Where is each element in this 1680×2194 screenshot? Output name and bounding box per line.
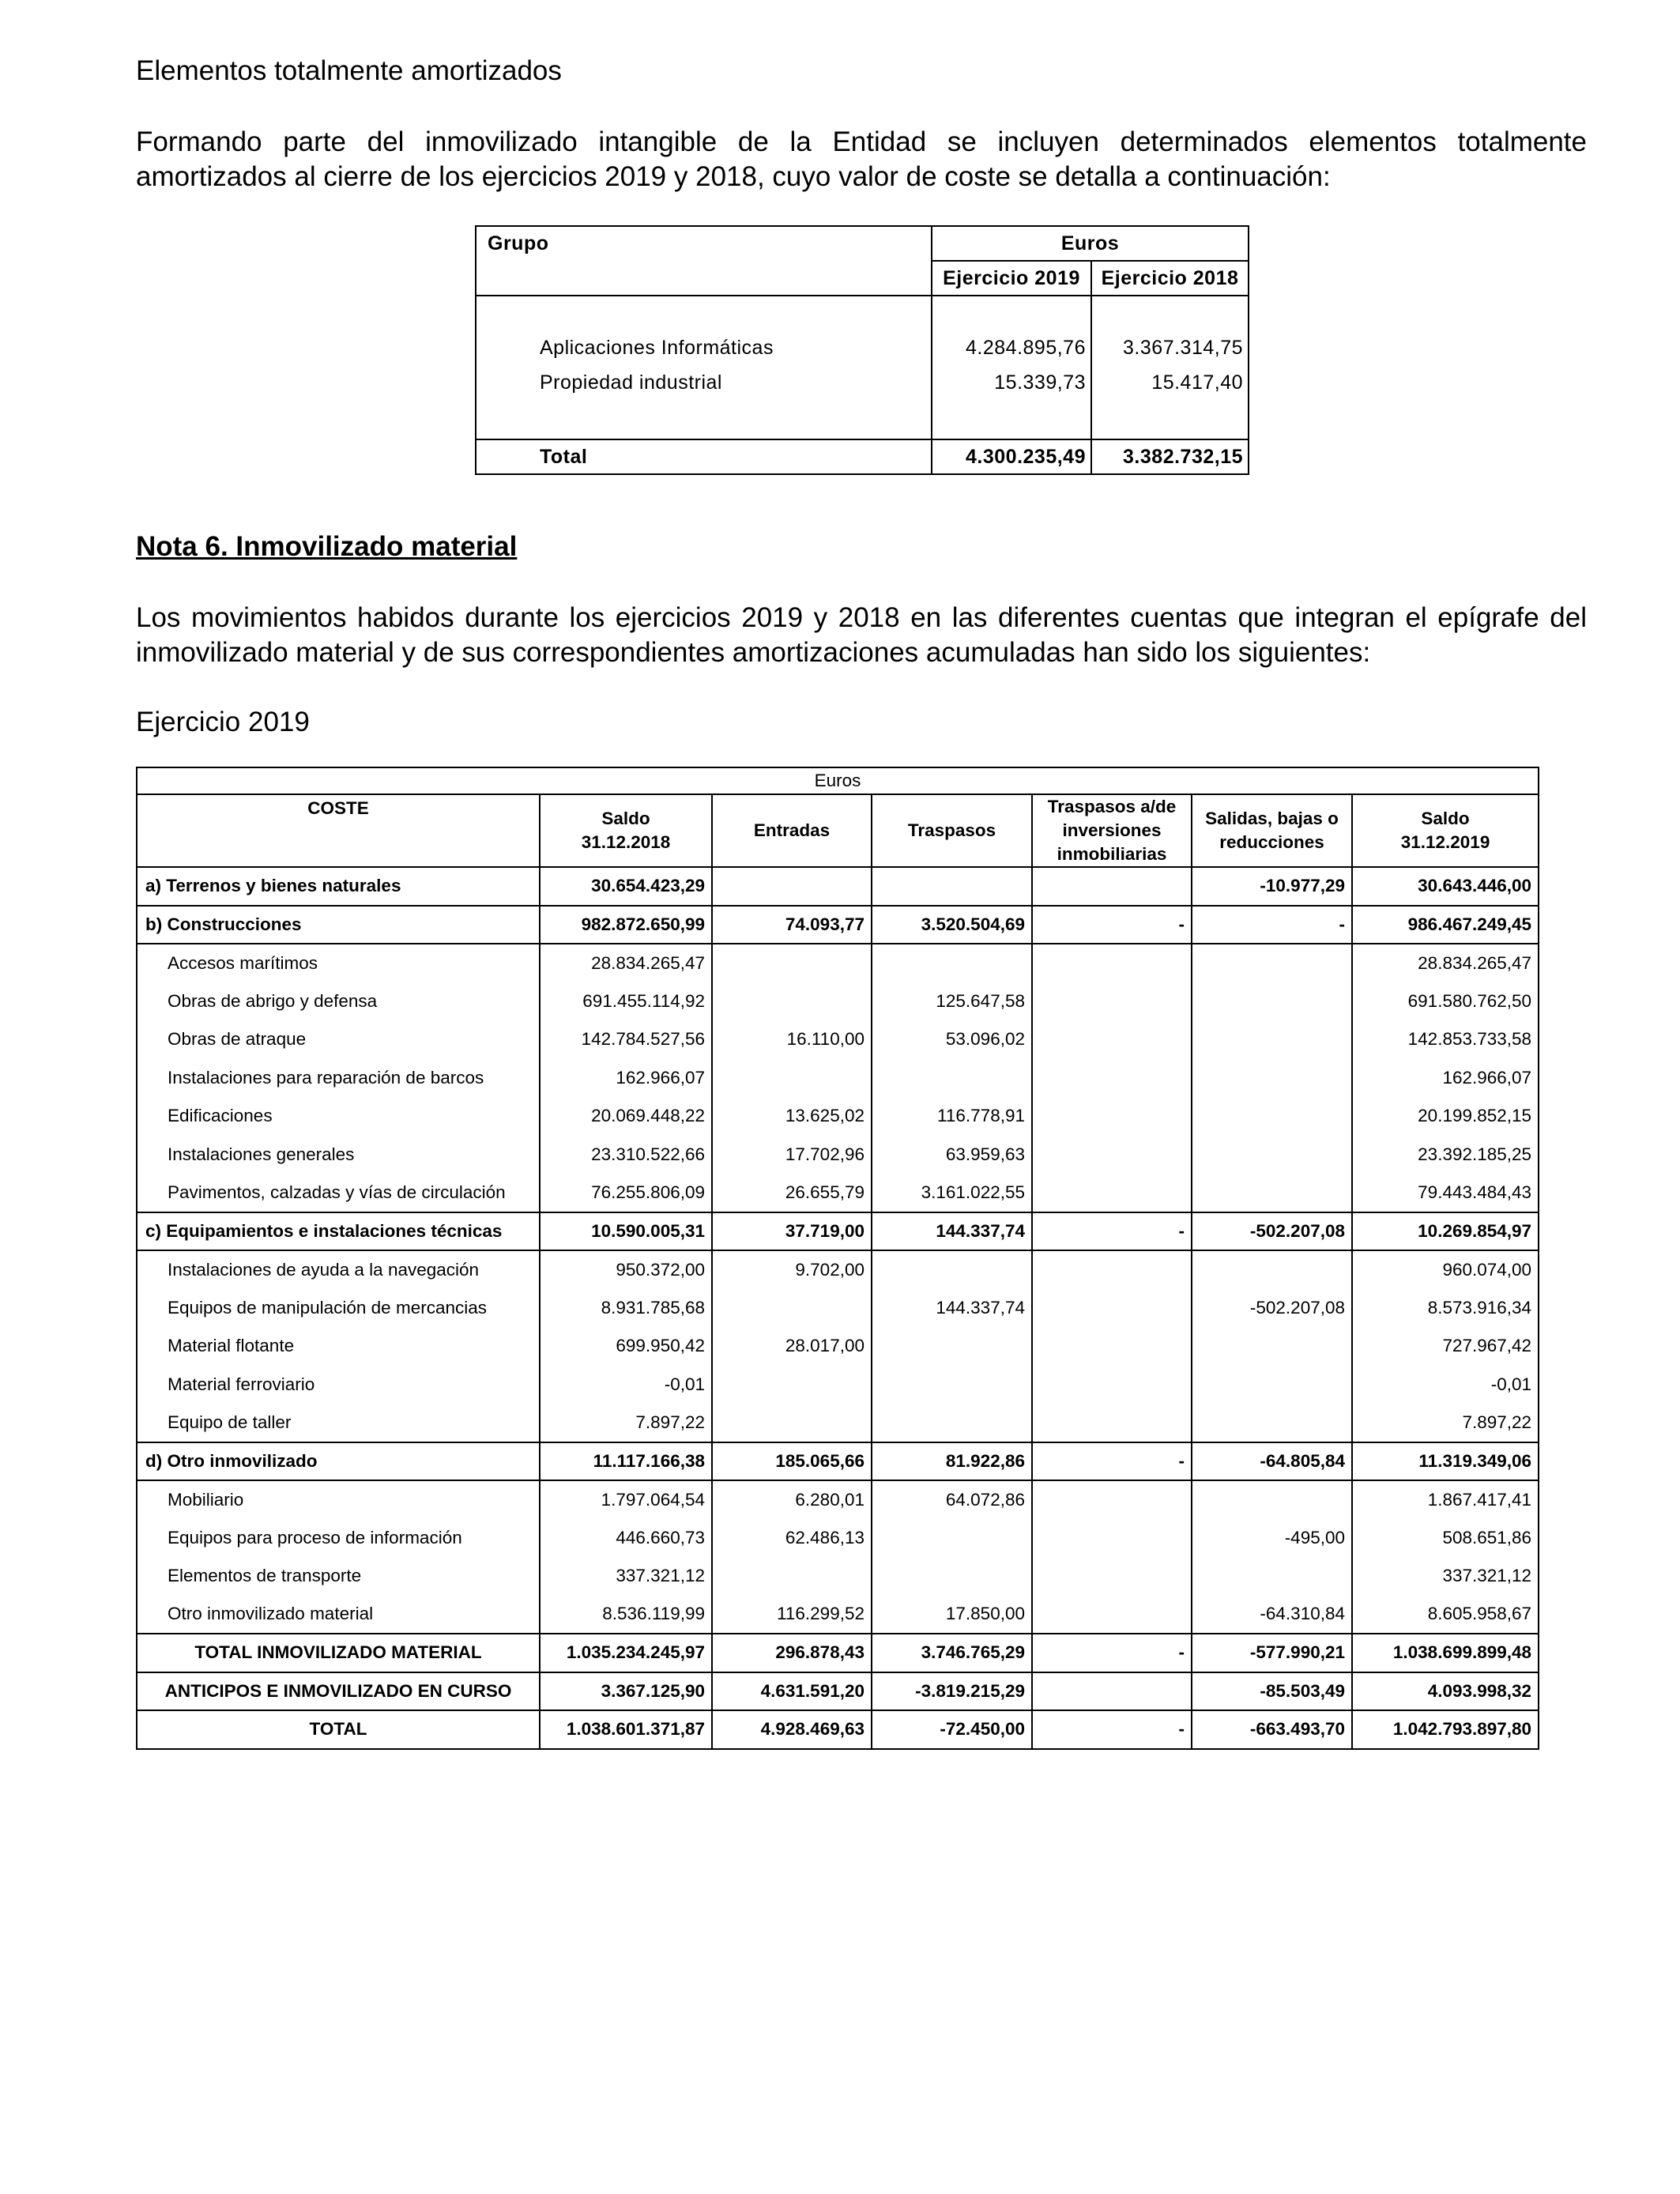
cell-c2 (712, 1404, 872, 1442)
cell-c5: - (1192, 906, 1352, 944)
cell-c1: 142.784.527,56 (540, 1020, 712, 1059)
euros-header: Euros (137, 767, 1539, 794)
cell-c3 (872, 1366, 1032, 1404)
cell-c5 (1192, 1327, 1352, 1366)
cell-c2 (712, 1557, 872, 1596)
cell-c6: 508.651,86 (1352, 1519, 1539, 1558)
header-saldo-2018: Saldo 31.12.2018 (540, 794, 712, 867)
cell-c1: 337.321,12 (540, 1557, 712, 1596)
row-label: Material ferroviario (137, 1366, 540, 1404)
header-saldo-2019: Saldo 31.12.2019 (1352, 794, 1539, 867)
cell-c3 (872, 1059, 1032, 1098)
cell-c1: 8.536.119,99 (540, 1596, 712, 1634)
cell-c3: 3.746.765,29 (872, 1634, 1032, 1672)
cell-c3: 125.647,58 (872, 982, 1032, 1021)
group-row (137, 1672, 1539, 1711)
table-row (137, 1097, 1539, 1136)
cell-c5 (1192, 1020, 1352, 1059)
cell-c4 (1032, 1596, 1192, 1634)
row-label: Instalaciones para reparación de barcos (137, 1059, 540, 1098)
cell-c3 (872, 1557, 1032, 1596)
cell-c1: 1.035.234.245,97 (540, 1634, 712, 1672)
total-row: Total 4.300.235,49 3.382.732,15 (476, 439, 1249, 474)
row-label: Elementos de transporte (137, 1557, 540, 1596)
header-salidas: Salidas, bajas o reducciones (1192, 794, 1352, 867)
nota6-paragraph-line1: Los movimientos habidos durante los ejercicios 2019 y 2018 en las diferentes cuentas que integran el epígrafe del (136, 602, 1587, 633)
cell-c3: 144.337,74 (872, 1289, 1032, 1328)
cell-c2: 28.017,00 (712, 1327, 872, 1366)
header-grupo: Grupo (476, 226, 932, 296)
cell-c4 (1032, 1557, 1192, 1596)
cell-c1: 1.038.601.371,87 (540, 1710, 712, 1749)
cell-c5: -85.503,49 (1192, 1672, 1352, 1711)
intro-paragraph-line1: Formando parte del inmovilizado intangible de la Entidad se incluyen determinados elementos totalmente (136, 126, 1587, 157)
cell-c3 (872, 867, 1032, 906)
cell-c6: 8.573.916,34 (1352, 1289, 1539, 1328)
cell-c2: 17.702,96 (712, 1136, 872, 1174)
cell-c5: -663.493,70 (1192, 1710, 1352, 1749)
nota6-heading: Nota 6. Inmovilizado material (136, 531, 518, 562)
cell-c4: - (1032, 1634, 1192, 1672)
cell-c5 (1192, 1404, 1352, 1442)
cell-c2 (712, 982, 872, 1021)
table-row (137, 1020, 1539, 1059)
cell-c4 (1032, 944, 1192, 982)
cell-c2: 37.719,00 (712, 1212, 872, 1251)
cell-c5: -64.805,84 (1192, 1442, 1352, 1481)
row-label: Pavimentos, calzadas y vías de circulación (137, 1174, 540, 1212)
cell-c2: 74.093,77 (712, 906, 872, 944)
cell-c6: 30.643.446,00 (1352, 867, 1539, 906)
row-label: Obras de atraque (137, 1020, 540, 1059)
cell-c6: 8.605.958,67 (1352, 1596, 1539, 1634)
cell-c1: 7.897,22 (540, 1404, 712, 1442)
cell-c4 (1032, 1097, 1192, 1136)
cell-c6: -0,01 (1352, 1366, 1539, 1404)
cell-c2: 16.110,00 (712, 1020, 872, 1059)
cell-c6: 1.867.417,41 (1352, 1480, 1539, 1519)
row-label: c) Equipamientos e instalaciones técnicas (137, 1212, 540, 1251)
cell-c6: 23.392.185,25 (1352, 1136, 1539, 1174)
cell-c6: 10.269.854,97 (1352, 1212, 1539, 1251)
cell-c5: -495,00 (1192, 1519, 1352, 1558)
fixed-assets-movements-table (136, 767, 1539, 1750)
cell-c5 (1192, 1557, 1352, 1596)
cell-c5 (1192, 982, 1352, 1021)
cell-c1: 20.069.448,22 (540, 1097, 712, 1136)
cell-c3 (872, 1404, 1032, 1442)
group-row (137, 906, 1539, 944)
group-row (137, 867, 1539, 906)
cell-c1: 691.455.114,92 (540, 982, 712, 1021)
cell-c6: 960.074,00 (1352, 1250, 1539, 1289)
cell-c4: - (1032, 1710, 1192, 1749)
cell-c4 (1032, 1366, 1192, 1404)
cell-c3: 81.922,86 (872, 1442, 1032, 1481)
table-row (137, 1327, 1539, 1366)
table-row (137, 1480, 1539, 1519)
cell-c5 (1192, 1174, 1352, 1212)
row-label: Equipos de manipulación de mercancias (137, 1289, 540, 1328)
cell-c4 (1032, 1327, 1192, 1366)
cell-c4 (1032, 1059, 1192, 1098)
header-2019: Ejercicio 2019 (932, 261, 1091, 296)
row-label: Edificaciones (137, 1097, 540, 1136)
cell-c1: 699.950,42 (540, 1327, 712, 1366)
cell-c1: 10.590.005,31 (540, 1212, 712, 1251)
cell-c6: 142.853.733,58 (1352, 1020, 1539, 1059)
cell-c5: -10.977,29 (1192, 867, 1352, 906)
table-row (137, 1404, 1539, 1442)
table-row (137, 1136, 1539, 1174)
row-label: Instalaciones de ayuda a la navegación (137, 1250, 540, 1289)
table-row (137, 1519, 1539, 1558)
cell-c4: - (1032, 1212, 1192, 1251)
cell-c4 (1032, 1250, 1192, 1289)
cell-c3: 17.850,00 (872, 1596, 1032, 1634)
row-label: a) Terrenos y bienes naturales (137, 867, 540, 906)
table-row (137, 1557, 1539, 1596)
cell-c2: 9.702,00 (712, 1250, 872, 1289)
table-row: Propiedad industrial 15.339,73 15.417,40 (476, 365, 1249, 400)
cell-c2 (712, 867, 872, 906)
header-euros: Euros (932, 226, 1249, 261)
cell-c5 (1192, 1136, 1352, 1174)
cell-c1: 162.966,07 (540, 1059, 712, 1098)
cell-c2: 13.625,02 (712, 1097, 872, 1136)
row-label: ANTICIPOS E INMOVILIZADO EN CURSO (137, 1672, 540, 1711)
cell-c4 (1032, 1289, 1192, 1328)
cell-c3 (872, 1327, 1032, 1366)
row-label: b) Construcciones (137, 906, 540, 944)
cell-c2: 26.655,79 (712, 1174, 872, 1212)
table-row (137, 1596, 1539, 1634)
cell-c1: 76.255.806,09 (540, 1174, 712, 1212)
row-label: Instalaciones generales (137, 1136, 540, 1174)
cell-c4 (1032, 867, 1192, 906)
cell-c4 (1032, 1174, 1192, 1212)
cell-c3 (872, 1519, 1032, 1558)
amortized-elements-table (475, 225, 1249, 475)
cell-c2 (712, 1366, 872, 1404)
table-row (137, 982, 1539, 1021)
cell-c4 (1032, 1519, 1192, 1558)
cell-c4: - (1032, 1442, 1192, 1481)
row-label: TOTAL (137, 1710, 540, 1749)
table-row (137, 1289, 1539, 1328)
table-row: Aplicaciones Informáticas 4.284.895,76 3.367.314,75 (476, 330, 1249, 365)
cell-c4: - (1032, 906, 1192, 944)
table-row (137, 1366, 1539, 1404)
cell-c3: 116.778,91 (872, 1097, 1032, 1136)
cell-c4 (1032, 1404, 1192, 1442)
cell-c3: 144.337,74 (872, 1212, 1032, 1251)
cell-c5: -502.207,08 (1192, 1212, 1352, 1251)
cell-c2 (712, 1059, 872, 1098)
cell-c6: 691.580.762,50 (1352, 982, 1539, 1021)
cell-c6: 79.443.484,43 (1352, 1174, 1539, 1212)
cell-c6: 7.897,22 (1352, 1404, 1539, 1442)
cell-c3: 53.096,02 (872, 1020, 1032, 1059)
table-row (137, 944, 1539, 982)
cell-c4 (1032, 982, 1192, 1021)
row-label: Equipos para proceso de información (137, 1519, 540, 1558)
cell-c1: 950.372,00 (540, 1250, 712, 1289)
cell-c2 (712, 1289, 872, 1328)
group-row (137, 1634, 1539, 1672)
cell-c1: 982.872.650,99 (540, 906, 712, 944)
header-coste: COSTE (137, 794, 540, 867)
header-2018: Ejercicio 2018 (1091, 261, 1249, 296)
cell-c6: 337.321,12 (1352, 1557, 1539, 1596)
cell-c3: -72.450,00 (872, 1710, 1032, 1749)
cell-c3: 64.072,86 (872, 1480, 1032, 1519)
intro-paragraph-line2: amortizados al cierre de los ejercicios 2019 y 2018, cuyo valor de coste se detalla a continuación: (136, 161, 1331, 192)
cell-c2: 4.631.591,20 (712, 1672, 872, 1711)
cell-c1: 23.310.522,66 (540, 1136, 712, 1174)
cell-c3: -3.819.215,29 (872, 1672, 1032, 1711)
cell-c5 (1192, 944, 1352, 982)
cell-c6: 11.319.349,06 (1352, 1442, 1539, 1481)
cell-c3 (872, 1250, 1032, 1289)
cell-c1: 3.367.125,90 (540, 1672, 712, 1711)
cell-c6: 162.966,07 (1352, 1059, 1539, 1098)
cell-c2: 296.878,43 (712, 1634, 872, 1672)
cell-c6: 4.093.998,32 (1352, 1672, 1539, 1711)
cell-c4 (1032, 1672, 1192, 1711)
cell-c2: 62.486,13 (712, 1519, 872, 1558)
row-label: Equipo de taller (137, 1404, 540, 1442)
cell-c2: 6.280,01 (712, 1480, 872, 1519)
exercise-subheading: Ejercicio 2019 (136, 707, 310, 737)
row-label: Material flotante (137, 1327, 540, 1366)
header-traspasos-inversiones: Traspasos a/de inversiones inmobiliarias (1032, 794, 1192, 867)
cell-c3: 3.520.504,69 (872, 906, 1032, 944)
header-entradas: Entradas (712, 794, 872, 867)
cell-c6: 28.834.265,47 (1352, 944, 1539, 982)
cell-c1: 28.834.265,47 (540, 944, 712, 982)
cell-c6: 986.467.249,45 (1352, 906, 1539, 944)
cell-c5: -64.310,84 (1192, 1596, 1352, 1634)
cell-c5: -577.990,21 (1192, 1634, 1352, 1672)
cell-c1: 30.654.423,29 (540, 867, 712, 906)
cell-c4 (1032, 1136, 1192, 1174)
group-row (137, 1212, 1539, 1251)
cell-c2 (712, 944, 872, 982)
header-traspasos: Traspasos (872, 794, 1032, 867)
cell-c5 (1192, 1480, 1352, 1519)
group-row (137, 1442, 1539, 1481)
cell-c1: 446.660,73 (540, 1519, 712, 1558)
cell-c3: 63.959,63 (872, 1136, 1032, 1174)
cell-c4 (1032, 1020, 1192, 1059)
cell-c6: 20.199.852,15 (1352, 1097, 1539, 1136)
cell-c1: 8.931.785,68 (540, 1289, 712, 1328)
cell-c1: -0,01 (540, 1366, 712, 1404)
cell-c5 (1192, 1250, 1352, 1289)
table-row (137, 1174, 1539, 1212)
cell-c5 (1192, 1059, 1352, 1098)
cell-c5: -502.207,08 (1192, 1289, 1352, 1328)
row-label: Obras de abrigo y defensa (137, 982, 540, 1021)
cell-c3 (872, 944, 1032, 982)
cell-c6: 727.967,42 (1352, 1327, 1539, 1366)
cell-c2: 4.928.469,63 (712, 1710, 872, 1749)
row-label: Mobiliario (137, 1480, 540, 1519)
nota6-paragraph-line2: inmovilizado material y de sus correspondientes amortizaciones acumuladas han sido los siguientes: (136, 637, 1371, 668)
cell-c2: 116.299,52 (712, 1596, 872, 1634)
row-label: d) Otro inmovilizado (137, 1442, 540, 1481)
table-row (137, 1059, 1539, 1098)
cell-c5 (1192, 1366, 1352, 1404)
group-row (137, 1710, 1539, 1749)
cell-c4 (1032, 1480, 1192, 1519)
cell-c3: 3.161.022,55 (872, 1174, 1032, 1212)
cell-c5 (1192, 1097, 1352, 1136)
row-label: Accesos marítimos (137, 944, 540, 982)
cell-c1: 11.117.166,38 (540, 1442, 712, 1481)
row-label: Otro inmovilizado material (137, 1596, 540, 1634)
cell-c6: 1.042.793.897,80 (1352, 1710, 1539, 1749)
section-title: Elementos totalmente amortizados (136, 55, 562, 86)
cell-c2: 185.065,66 (712, 1442, 872, 1481)
table-row (137, 1250, 1539, 1289)
cell-c1: 1.797.064,54 (540, 1480, 712, 1519)
row-label: TOTAL INMOVILIZADO MATERIAL (137, 1634, 540, 1672)
cell-c6: 1.038.699.899,48 (1352, 1634, 1539, 1672)
